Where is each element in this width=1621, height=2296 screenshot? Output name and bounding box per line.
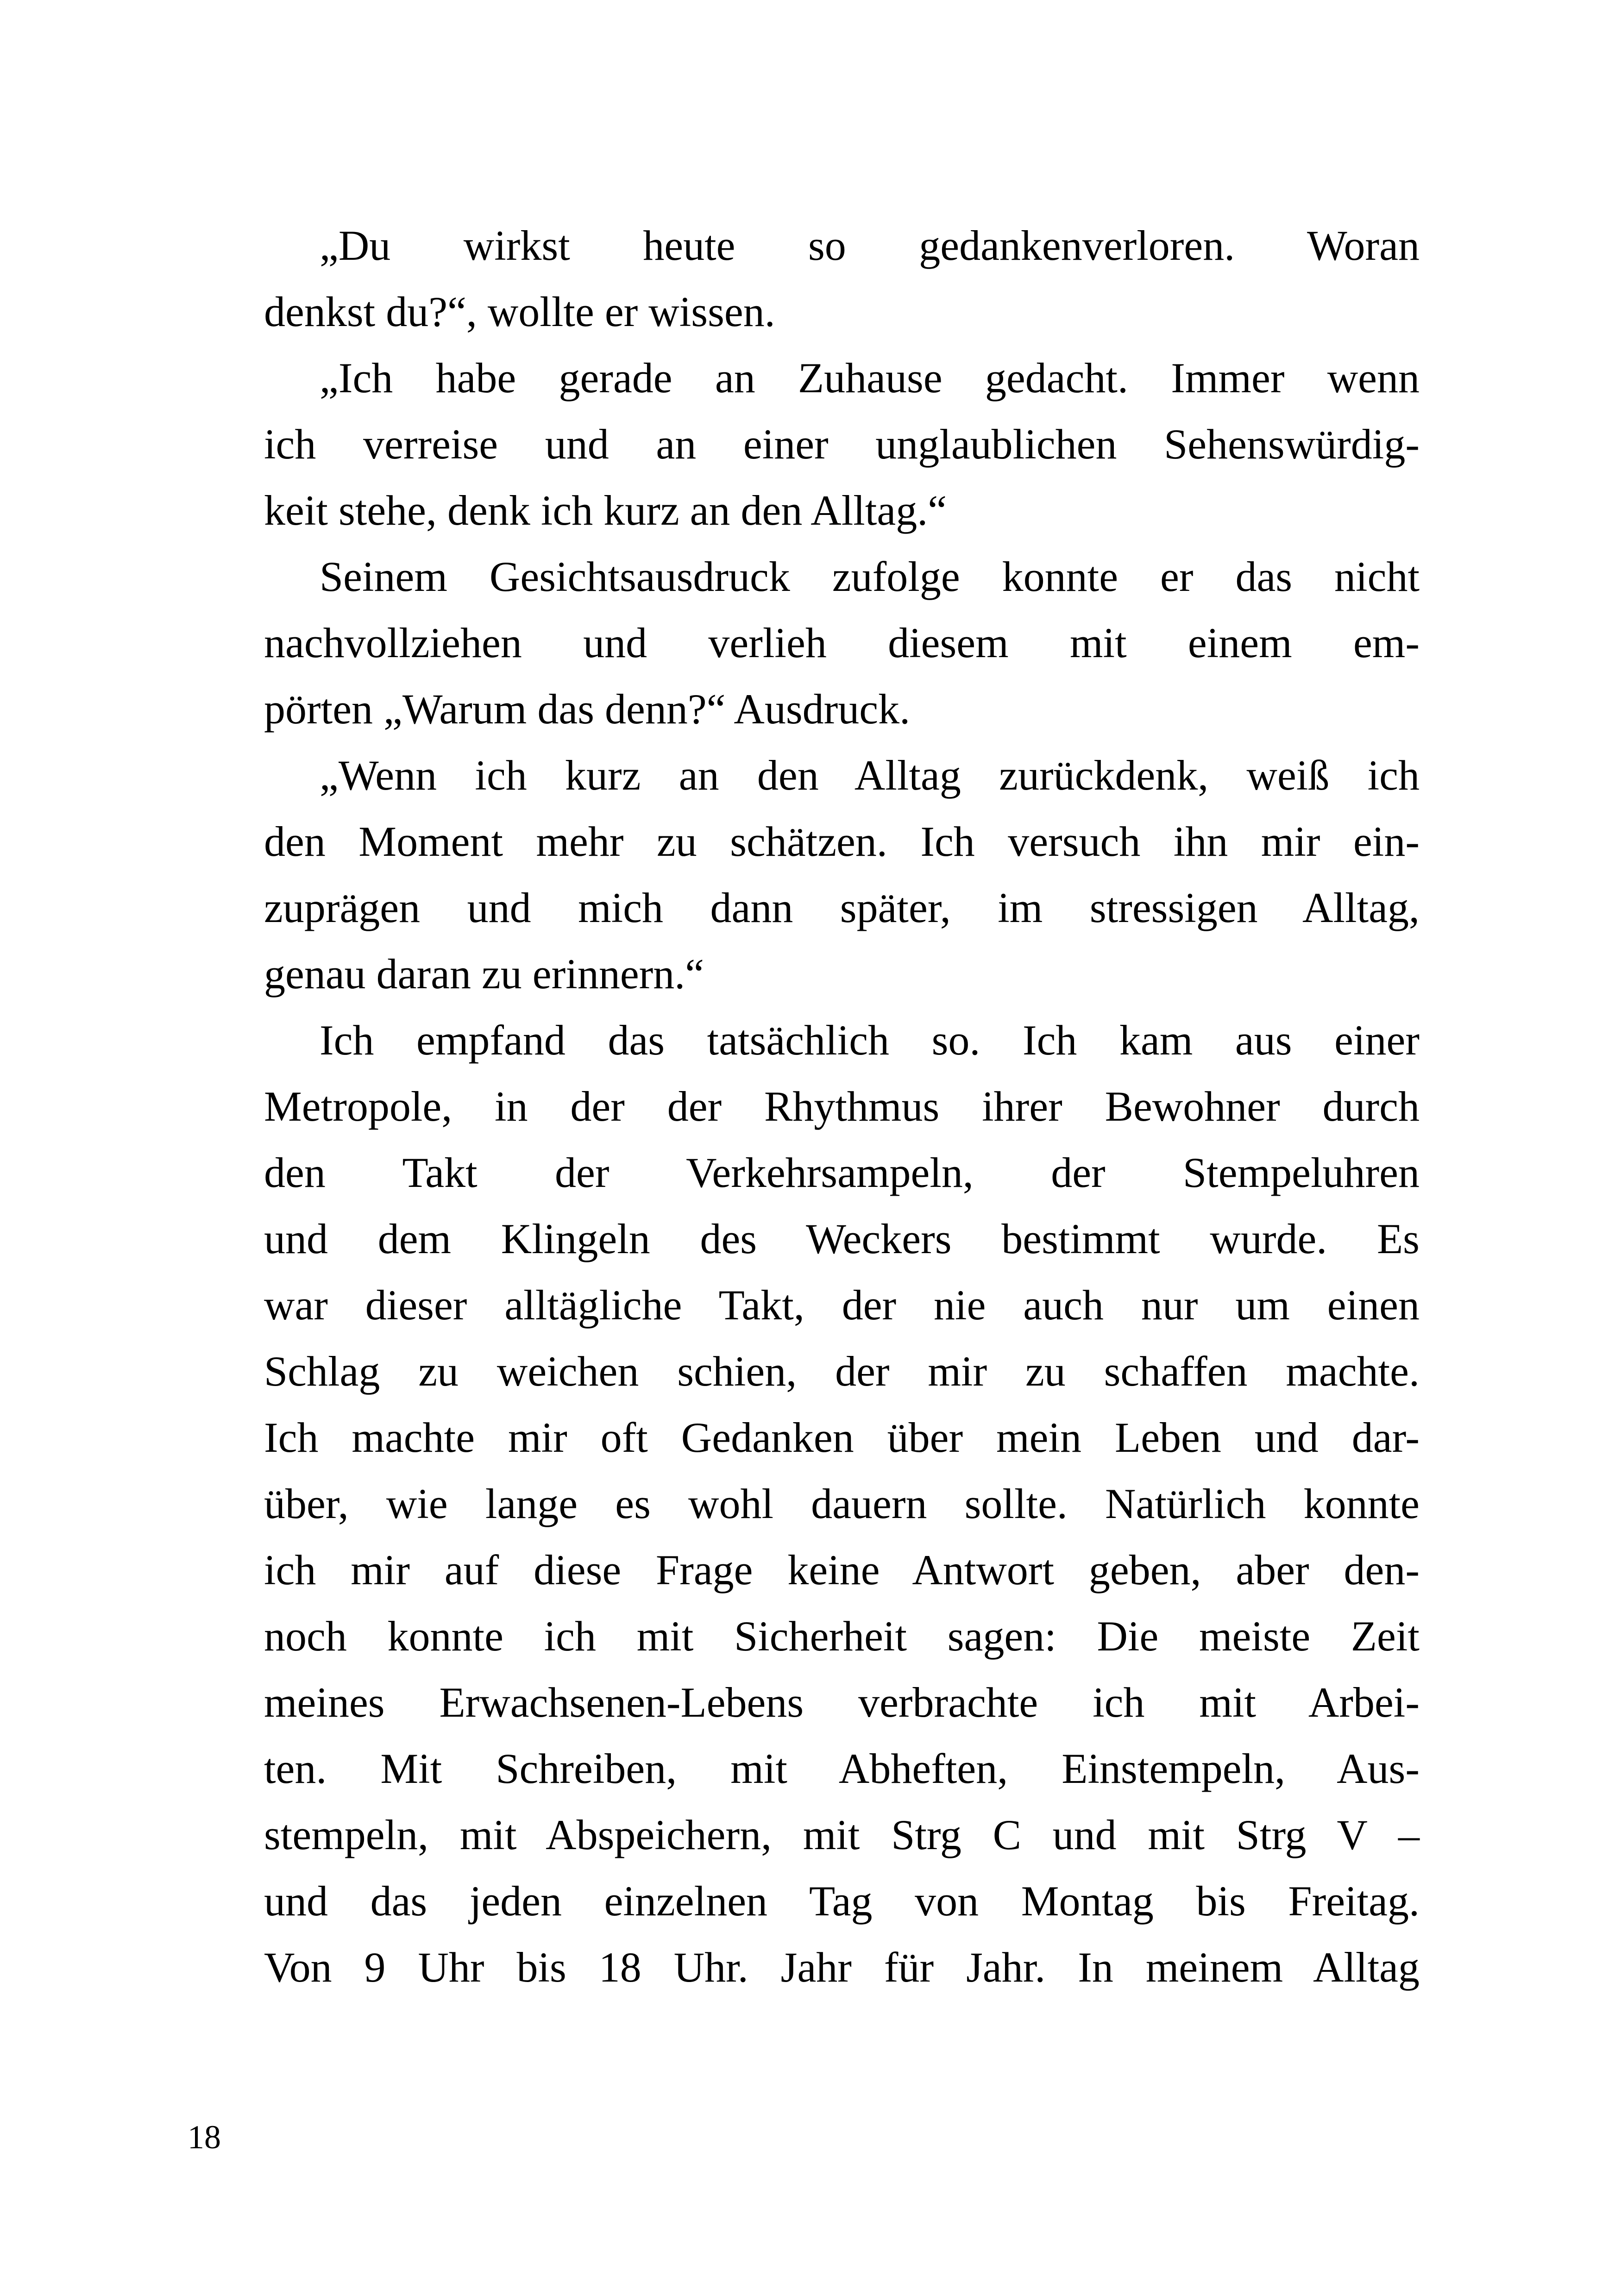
page-number: 18 [188, 2119, 221, 2156]
text-line: war dieser alltägliche Takt, der nie auch nur um einen [264, 1281, 1420, 1329]
text-line: ich mir auf diese Frage keine Antwort geben, aber den- [264, 1546, 1420, 1593]
text-line: pörten „Warum das denn?“ Ausdruck. [264, 685, 911, 733]
text-line: ich verreise und an einer unglaublichen Sehenswürdig- [264, 420, 1420, 468]
text-line: den Takt der Verkehrsampeln, der Stempeluhren [264, 1149, 1420, 1196]
text-line: nachvollziehen und verlieh diesem mit einem em- [264, 619, 1420, 666]
text-line: ten. Mit Schreiben, mit Abheften, Einstempeln, Aus- [264, 1745, 1420, 1792]
text-line: und dem Klingeln des Weckers bestimmt wurde. Es [264, 1215, 1420, 1262]
text-line: Ich machte mir oft Gedanken über mein Leben und dar- [264, 1414, 1420, 1461]
text-line: „Du wirkst heute so gedankenverloren. Woran [320, 222, 1420, 269]
text-line: Von 9 Uhr bis 18 Uhr. Jahr für Jahr. In meinem Alltag [264, 1944, 1420, 1991]
text-line: den Moment mehr zu schätzen. Ich versuch ihn mir ein- [264, 818, 1420, 865]
text-line: Schlag zu weichen schien, der mir zu schaffen machte. [264, 1348, 1420, 1395]
text-line: und das jeden einzelnen Tag von Montag bis Freitag. [264, 1877, 1420, 1925]
text-line: keit stehe, denk ich kurz an den Alltag.“ [264, 487, 947, 534]
text-line: noch konnte ich mit Sicherheit sagen: Die meiste Zeit [264, 1612, 1420, 1660]
text-line: zuprägen und mich dann später, im stressigen Alltag, [264, 884, 1420, 931]
text-line: Metropole, in der der Rhythmus ihrer Bewohner durch [264, 1083, 1420, 1130]
text-line: stempeln, mit Abspeichern, mit Strg C und mit Strg V – [264, 1811, 1420, 1858]
text-line: denkst du?“, wollte er wissen. [264, 288, 775, 335]
text-line: Ich empfand das tatsächlich so. Ich kam aus einer [320, 1016, 1420, 1064]
text-line: genau daran zu erinnern.“ [264, 950, 704, 997]
text-line: Seinem Gesichtsausdruck zufolge konnte er das nicht [320, 553, 1420, 600]
text-line: „Ich habe gerade an Zuhause gedacht. Immer wenn [320, 354, 1420, 401]
page-text [264, 213, 1420, 2001]
text-line: „Wenn ich kurz an den Alltag zurückdenk, weiß ich [320, 752, 1420, 799]
text-line: über, wie lange es wohl dauern sollte. Natürlich konnte [264, 1480, 1420, 1527]
text-line: meines Erwachsenen-Lebens verbrachte ich mit Arbei- [264, 1679, 1420, 1726]
